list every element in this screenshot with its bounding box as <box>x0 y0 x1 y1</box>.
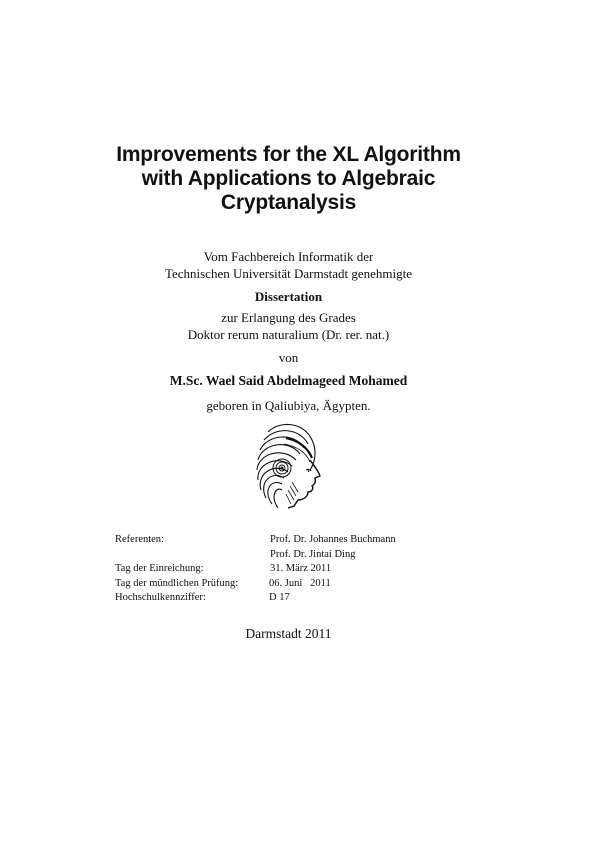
tu-darmstadt-athena-seal-icon <box>248 420 328 510</box>
faculty-line-2: Technischen Universität Darmstadt genehmigte <box>164 266 413 281</box>
referee-2: Prof. Dr. Jintai Ding <box>270 548 356 560</box>
submission-date-row <box>115 562 455 577</box>
referees-row-2 <box>115 548 455 563</box>
university-code-row <box>115 591 455 606</box>
thesis-title-line-1: Improvements for the XL Algorithm <box>116 143 461 166</box>
faculty-line-1: Vom Fachbereich Informatik der <box>203 249 374 264</box>
degree-statement <box>0 309 577 343</box>
submission-date-value: 31. März 2011 <box>270 563 332 574</box>
thesis-title-line-2: with Applications to Algebraic <box>141 167 436 190</box>
referees-row <box>115 533 455 548</box>
exam-date-label: Tag der mündlichen Prüfung: <box>115 577 239 589</box>
thesis-metadata <box>115 533 455 606</box>
university-code-label: Hochschulkennziffer: <box>115 592 206 603</box>
referee-1: Prof. Dr. Johannes Buchmann <box>270 534 396 545</box>
degree-line-2: Doktor rerum naturalium (Dr. rer. nat.) <box>187 327 390 342</box>
university-code-value: D 17 <box>269 592 290 603</box>
thesis-title-line-3: Cryptanalysis <box>220 191 357 214</box>
referees-label: Referenten: <box>115 534 164 545</box>
exam-date-row <box>115 577 455 592</box>
degree-line-1: zur Erlangung des Grades <box>221 310 356 325</box>
thesis-title <box>0 143 577 215</box>
place-and-year: Darmstadt 2011 <box>245 626 332 641</box>
exam-date-value: 06. Juni 2011 <box>269 577 331 589</box>
faculty-statement <box>0 248 577 282</box>
document-type: Dissertation <box>254 289 323 304</box>
by-label: von <box>278 350 299 365</box>
submission-date-label: Tag der Einreichung: <box>115 563 204 574</box>
author-name: M.Sc. Wael Said Abdelmageed Mohamed <box>169 373 408 388</box>
birth-place: geboren in Qaliubiya, Ägypten. <box>206 398 371 413</box>
